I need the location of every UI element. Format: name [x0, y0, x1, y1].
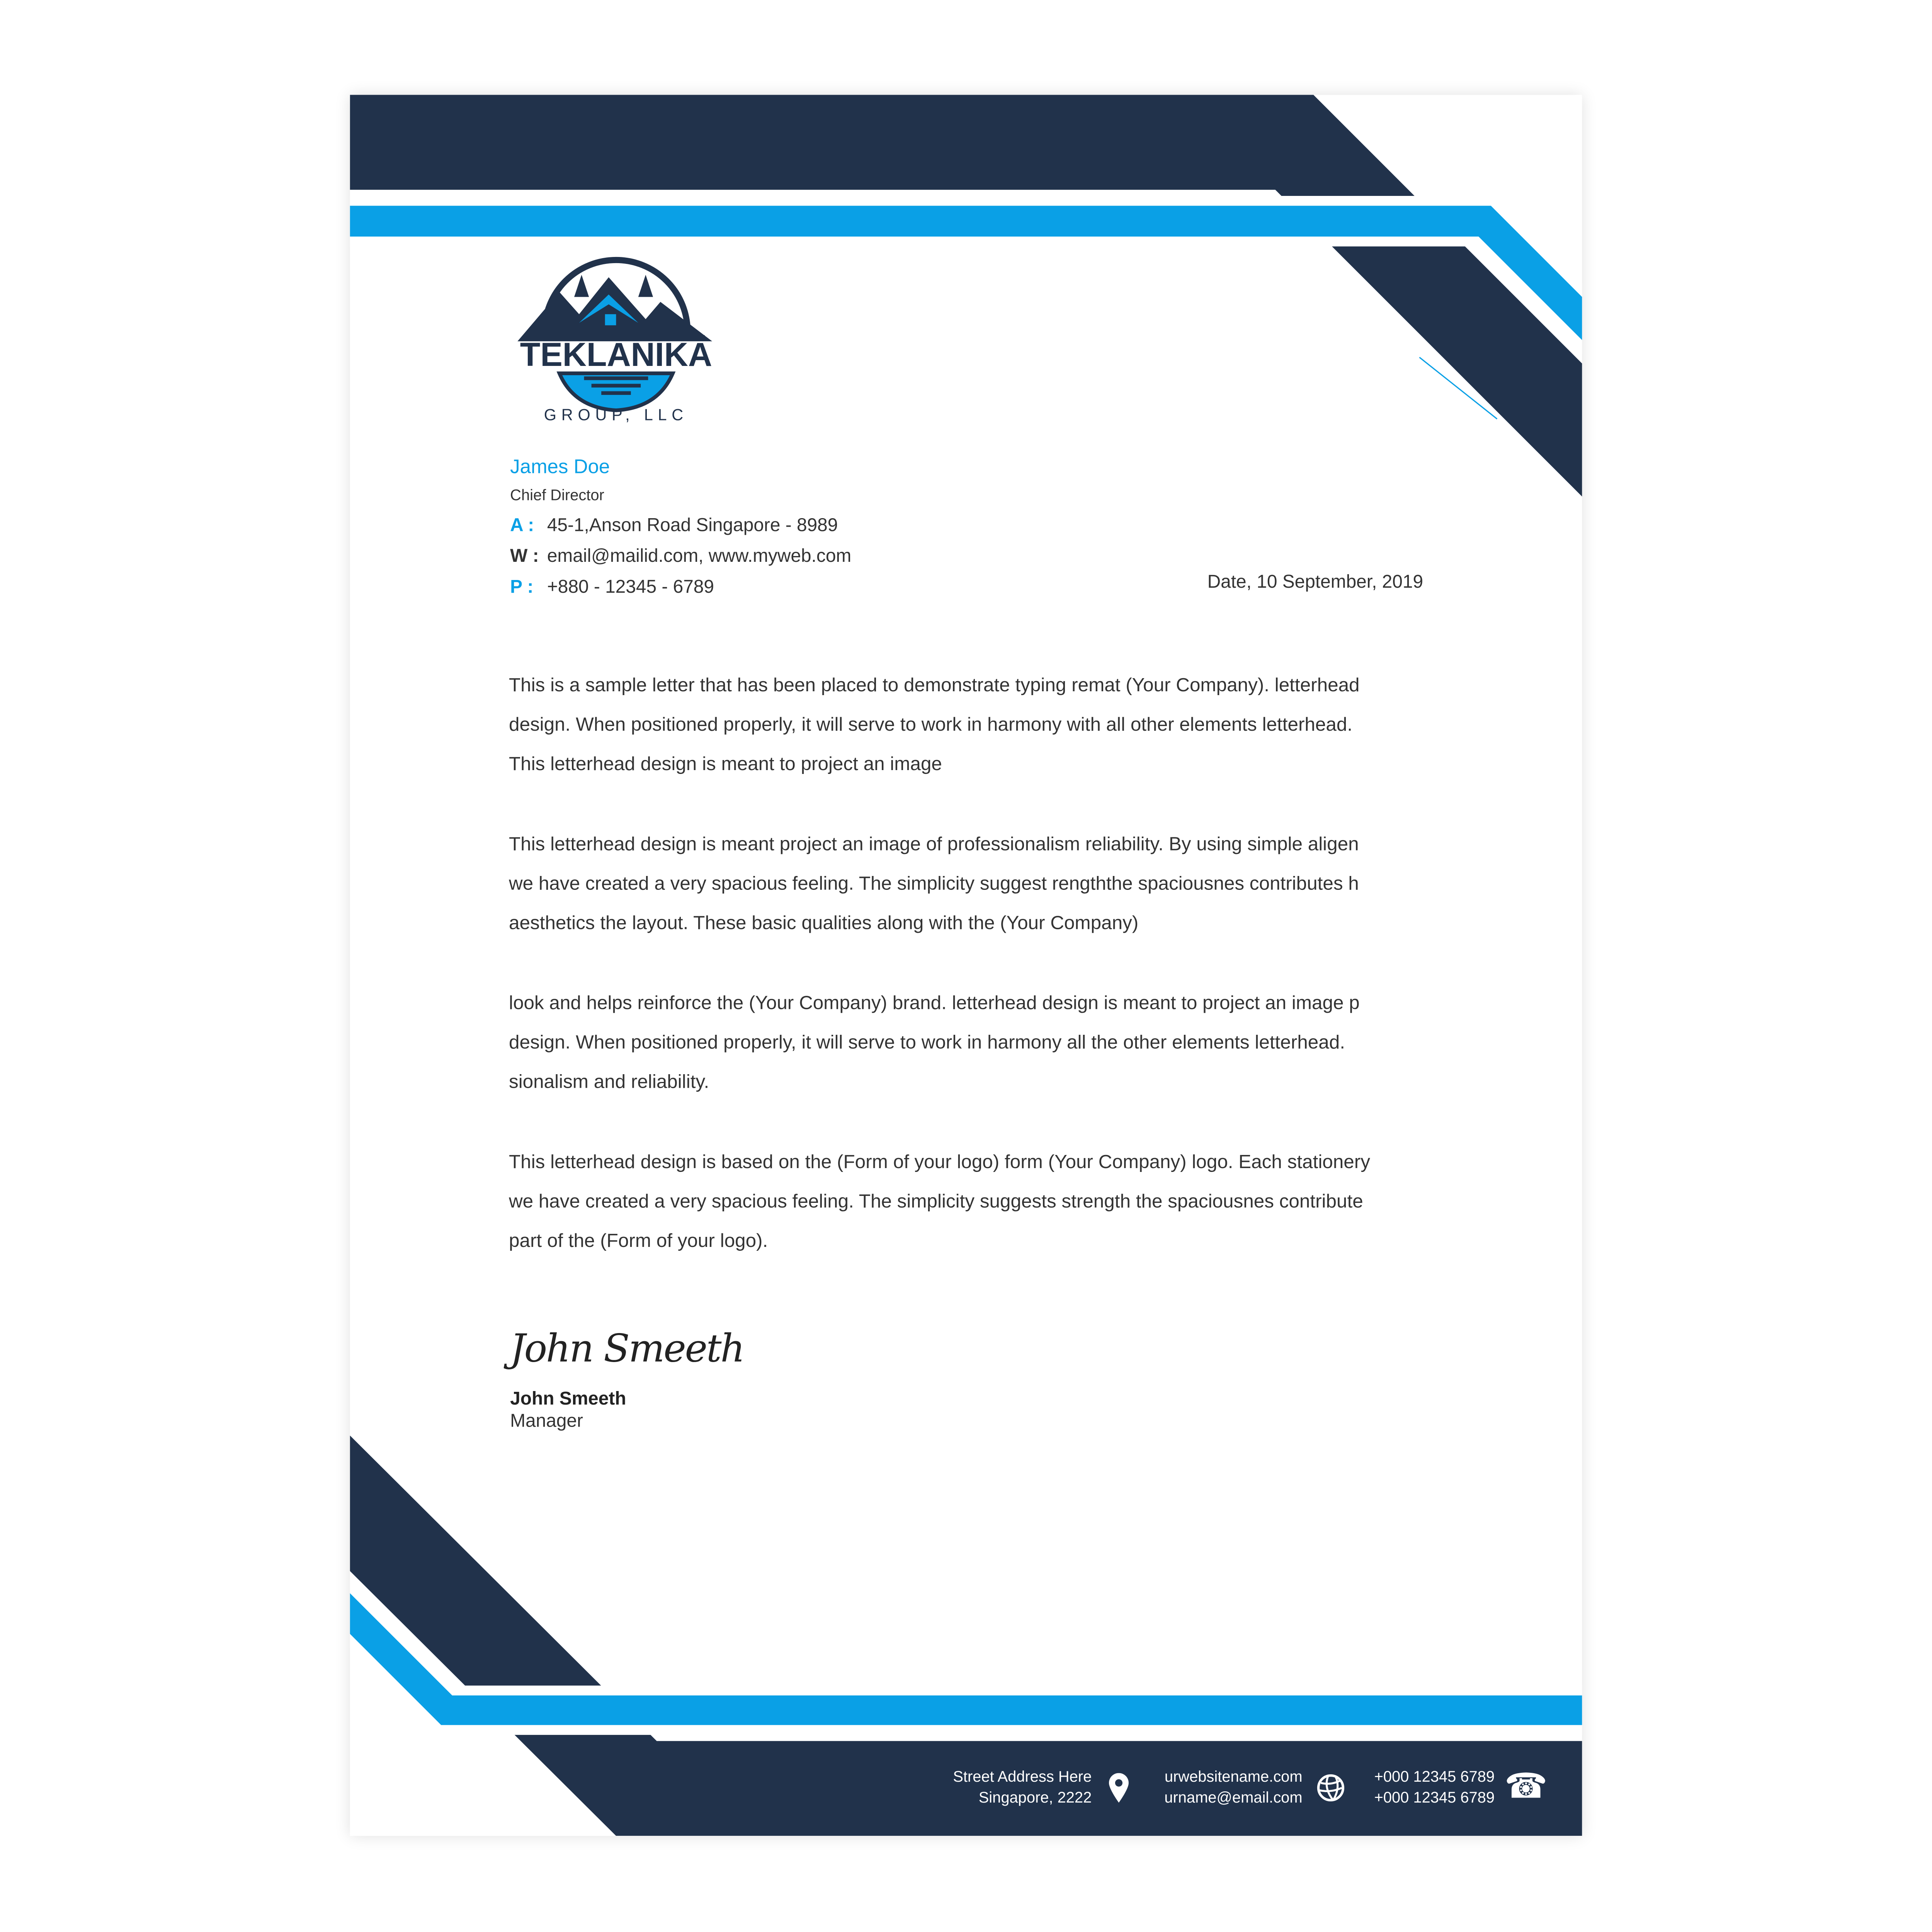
- logo-wordmark: TEKLANIKA: [520, 336, 713, 374]
- sender-address: [510, 515, 838, 536]
- phone-value: +880 - 12345 - 6789: [547, 577, 714, 598]
- sender-title: Chief Director: [510, 486, 604, 504]
- web-label: W :: [510, 546, 539, 567]
- paragraph-2: This letterhead design is meant project an image of professionalism reliability. By using simple aligen we have created a very spacious feeling. The simplicity suggest rengththe spaciousnes contributes h aesthetics the layout. These basic qualities along with the (Your Company): [509, 834, 1359, 934]
- paragraph-4: This letterhead design is based on the (Form of your logo) form (Your Company) logo. Each stationery we have created a very spacious feeling. The simplicity suggests strength the spaciousnes contribute part of the (Form of your logo).: [509, 1152, 1370, 1252]
- svg-text:GROUP, LLC: GROUP, LLC: [544, 405, 689, 424]
- paragraph-1: This is a sample letter that has been placed to demonstrate typing remat (Your Company). letterhead design. When positioned properly, it will serve to work in harmony with all other elements letterhead. This letterhead design is meant to project an image: [509, 675, 1360, 775]
- globe-icon: [1316, 1773, 1346, 1809]
- telephone-icon: ☎: [1504, 1767, 1548, 1805]
- address-value: 45-1,Anson Road Singapore - 8989: [547, 515, 838, 536]
- phone-label: P :: [510, 577, 534, 598]
- location-pin-icon: [1109, 1773, 1129, 1809]
- signer-name: John Smeeth: [510, 1388, 626, 1410]
- footer-web: urwebsitename.com urname@email.com: [1164, 1768, 1303, 1806]
- sender-phone: [510, 577, 714, 597]
- letter-body: [509, 667, 1445, 1262]
- letterhead-page: [350, 95, 1582, 1836]
- paragraph-3: look and helps reinforce the (Your Company) brand. letterhead design is meant to project an image p design. When positioned properly, it will serve to work in harmony all the other elements letterhead. sionalism and reliability.: [509, 993, 1360, 1093]
- address-label: A :: [510, 515, 534, 536]
- handwritten-signature: John Smeeth: [510, 1327, 744, 1372]
- company-logo: [510, 255, 722, 425]
- sender-web: [510, 546, 851, 567]
- signer-role: Manager: [510, 1411, 583, 1432]
- footer-phone: +000 12345 6789 +000 12345 6789: [1374, 1768, 1495, 1806]
- letter-date: Date, 10 September, 2019: [1207, 571, 1423, 593]
- footer-address: Street Address Here Singapore, 2222: [953, 1768, 1092, 1806]
- sender-name: James Doe: [510, 457, 610, 478]
- web-value: email@mailid.com, www.myweb.com: [547, 546, 852, 567]
